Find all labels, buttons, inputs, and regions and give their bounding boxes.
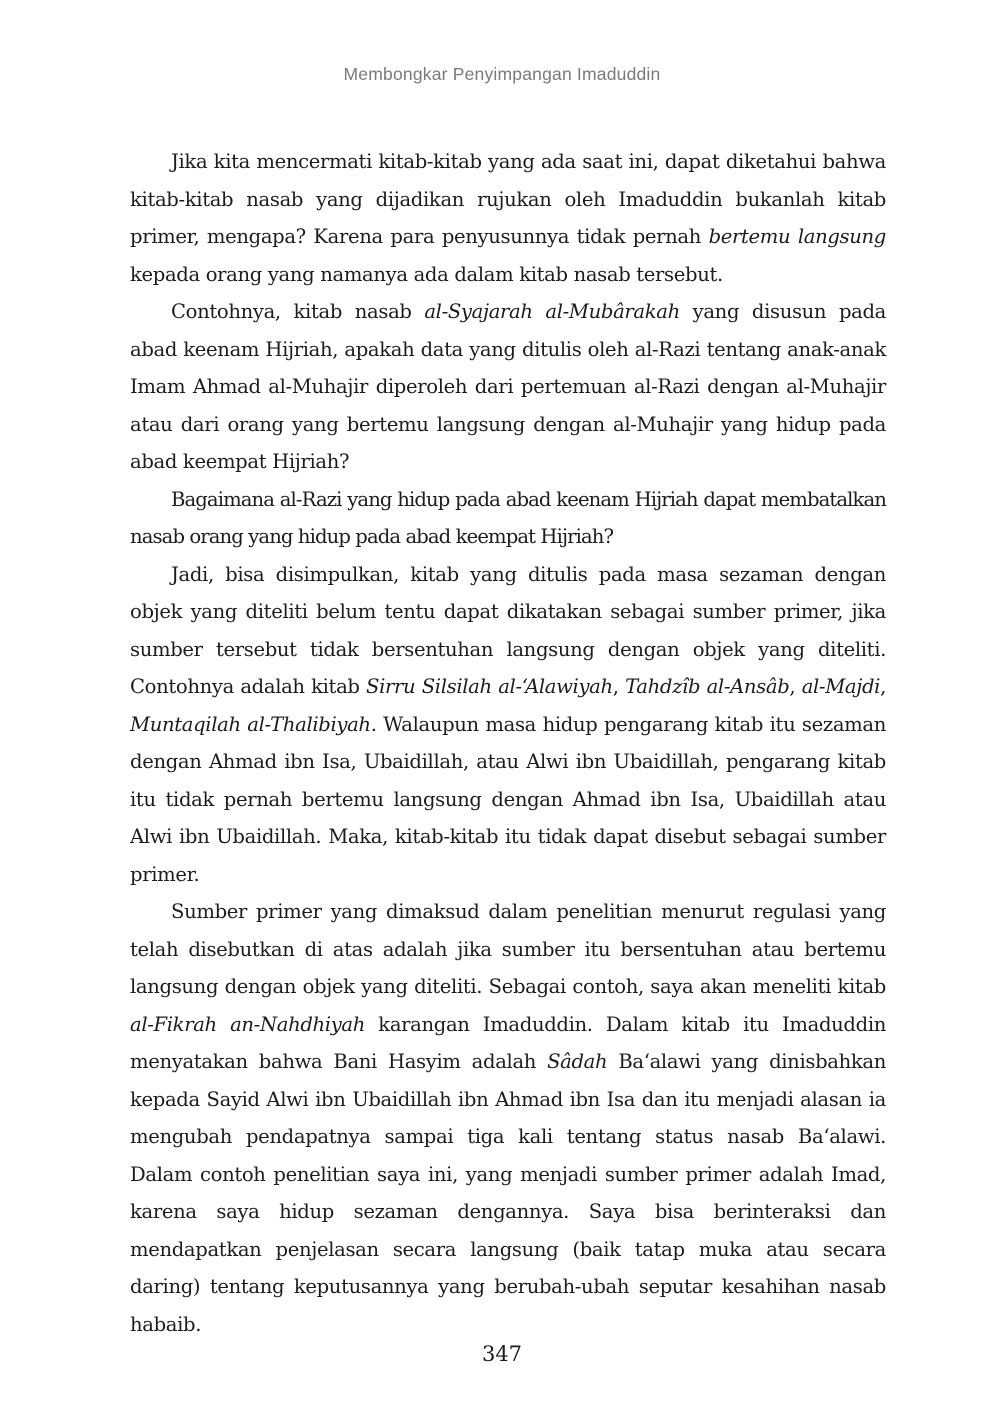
paragraph-4-italic-title-4: Muntaqilah al-Thalibiyah bbox=[130, 712, 371, 736]
body-text bbox=[130, 143, 886, 1343]
paragraph-4-italic-title-1: Sirru Silsilah al-‘Alawiyah bbox=[366, 675, 613, 698]
paragraph-4-text-end: . Walaupun masa hidup pengarang kitab itu sezaman dengan Ahmad ibn Isa, Ubaidillah, atau Alwi ibn Ubaidillah, pengarang kitab itu tidak pernah bertemu langsung dengan Ahmad ibn Isa, Ubaidillah atau Alwi ibn Ubaidillah. Maka, kitab-kitab itu tidak dapat disebut sebagai sumber primer. bbox=[130, 712, 887, 886]
paragraph-1-italic: bertemu langsung bbox=[708, 225, 886, 248]
paragraph-5-text: Sumber primer yang dimaksud dalam penelitian menurut regulasi yang telah disebutkan di atas adalah jika sumber itu bersentuhan atau bertemu langsung dengan objek yang diteliti. Sebagai contoh, saya akan meneliti kitab bbox=[130, 900, 886, 998]
paragraph-4-separator-1: , bbox=[612, 675, 626, 698]
paragraph-5 bbox=[130, 893, 886, 1343]
paragraph-5-italic-title: al-Fikrah an-Nahdhiyah bbox=[130, 1012, 366, 1036]
paragraph-2-text-end: yang disusun pada abad keenam Hijriah, apakah data yang ditulis oleh al-Razi tentang anak-anak Imam Ahmad al-Muhajir diperoleh dari pertemuan al-Razi dengan al-Muhajir atau dari orang yang bertemu langsung dengan al-Muhajir yang hidup pada abad keempat Hijriah? bbox=[130, 300, 886, 473]
paragraph-4-separator-2: , bbox=[789, 675, 802, 698]
paragraph-1 bbox=[130, 143, 886, 293]
paragraph-2-text: Contohnya, kitab nasab bbox=[171, 300, 425, 323]
paragraph-4 bbox=[130, 556, 886, 894]
paragraph-5-text-mid: karangan Imaduddin. Dalam kitab itu Imaduddin menyatakan bahwa Bani Hasyim adalah bbox=[130, 1012, 887, 1073]
paragraph-2-italic-title: al-Syajarah al-Mubârakah bbox=[424, 300, 680, 323]
paragraph-4-text: Jadi, bisa disimpulkan, kitab yang ditulis pada masa sezaman dengan objek yang diteliti belum tentu dapat dikatakan sebagai sumber primer, jika sumber tersebut tidak bersentuhan langsung dengan objek yang diteliti. Contohnya adalah kitab bbox=[130, 562, 886, 698]
paragraph-5-text-end: Ba‘alawi yang dinisbahkan kepada Sayid Alwi ibn Ubaidillah ibn Ahmad ibn Isa dan itu menjadi alasan ia mengubah pendapatnya sampai tiga kali tentang status nasab Ba‘alawi. Dalam contoh penelitian saya ini, yang menjadi sumber primer adalah Imad, karena saya hidup sezaman dengannya. Saya bisa berinteraksi dan mendapatkan penjelasan secara langsung (baik tatap muka atau secara daring) tentang keputusannya yang berubah-ubah seputar kesahihan nasab habaib. bbox=[130, 1050, 886, 1336]
page-number: 347 bbox=[481, 1342, 523, 1366]
paragraph-4-italic-title-3: al-Majdi bbox=[801, 675, 881, 698]
running-header: Membongkar Penyimpangan Imaduddin bbox=[343, 64, 661, 84]
paragraph-1-text: Jika kita mencermati kitab-kitab yang ada saat ini, dapat diketahui bahwa kitab-kitab nasab yang dijadikan rujukan oleh Imaduddin bukanlah kitab primer, mengapa? Karena para penyusunnya tidak pernah bbox=[130, 150, 886, 248]
paragraph-3 bbox=[130, 481, 886, 556]
paragraph-4-italic-title-2: Tahdzîb al-Ansâb bbox=[625, 675, 790, 698]
paragraph-4-separator-3: , bbox=[880, 675, 886, 698]
paragraph-3-text: Bagaimana al-Razi yang hidup pada abad keenam Hijriah dapat membatalkan nasab orang yang hidup pada abad keempat Hijriah? bbox=[130, 487, 886, 548]
paragraph-1-text-end: kepada orang yang namanya ada dalam kitab nasab tersebut. bbox=[130, 262, 723, 286]
paragraph-2 bbox=[130, 293, 886, 481]
paragraph-5-italic-term: Sâdah bbox=[547, 1050, 608, 1073]
